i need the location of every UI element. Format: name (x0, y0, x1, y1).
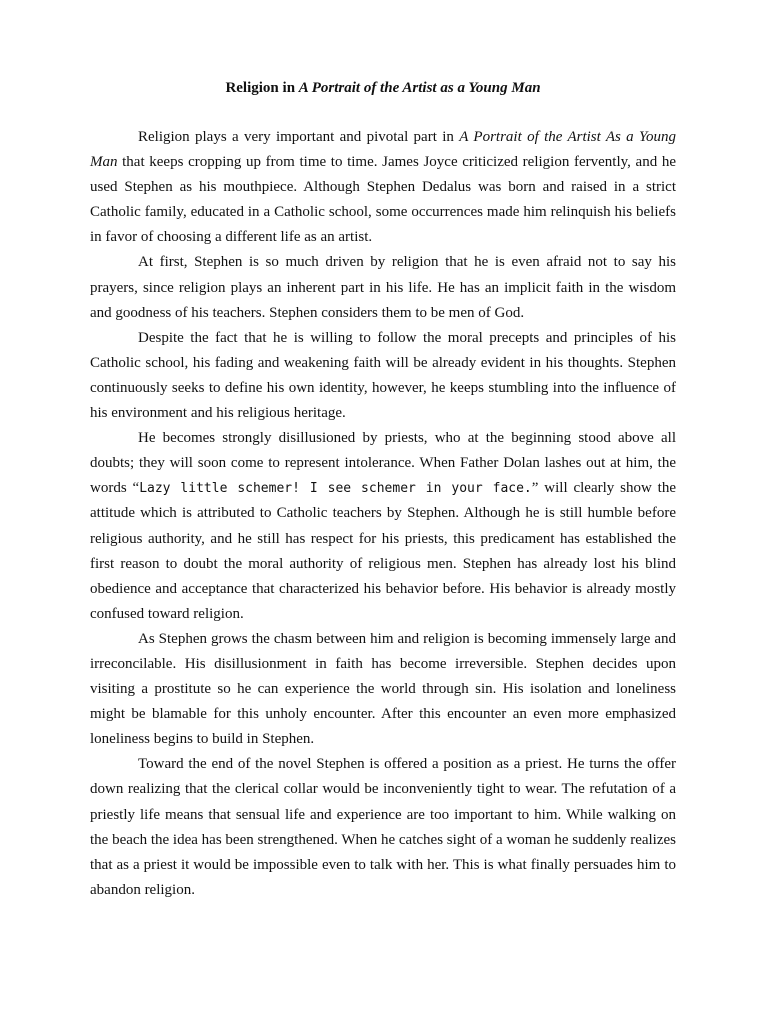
paragraph-4-quote: Lazy little schemer! I see schemer in your face. (139, 481, 532, 497)
document-body (90, 125, 676, 903)
paragraph-3: Despite the fact that he is willing to follow the moral precepts and principles of his Catholic school, his fading and weakening faith will be already evident in his thoughts. Stephen continuously seeks to define his own identity, however, he keeps stumbling into the influence of his environment and his religious heritage. (90, 329, 676, 422)
paragraph-5: As Stephen grows the chasm between him and religion is becoming immensely large and irreconcilable. His disillusionment in faith has become irreversible. Stephen decides upon visiting a prostitute so he can experience the world through sin. His isolation and loneliness might be blamable for this unholy encounter. After this encounter an even more emphasized loneliness begins to build in Stephen. (90, 630, 676, 748)
paragraph-4-text-b: ” will clearly show the attitude which is attributed to Catholic teachers by Stephen. Although he is still humble before religious authority, and he still has respect for his priests, this predicament has established the first reason to doubt the moral authority of religious men. Stephen has already lost his blind obedience and acceptance that characterized his behavior before. His behavior is already mostly confused toward religion. (90, 480, 676, 622)
paragraph-1-book-title: A Portrait of the Artist As a Young Man (90, 129, 676, 171)
paragraph-2: At first, Stephen is so much driven by religion that he is even afraid not to say his prayers, since religion plays an inherent part in his life. He has an implicit faith in the wisdom and goodness of his teachers. Stephen considers them to be men of God. (90, 254, 676, 321)
title-prefix: Religion in (225, 80, 299, 96)
paragraph-1-text-b: that keeps cropping up from time to time. James Joyce criticized religion fervently, and he used Stephen as his mouthpiece. Although Stephen Dedalus was born and raised in a strict Catholic family, educated in a Catholic school, some occurrences made him relinquish his beliefs in favor of choosing a different life as an artist. (90, 154, 676, 246)
paragraph-1 (90, 125, 676, 250)
paragraph-4-text-a: He becomes strongly disillusioned by priests, who at the beginning stood above all doubts; they will soon come to represent intolerance. When Father Dolan lashes out at him, the words “ (90, 430, 676, 497)
document-page (90, 78, 676, 903)
document-title (90, 78, 676, 98)
paragraph-4 (90, 426, 676, 627)
paragraph-6: Toward the end of the novel Stephen is offered a position as a priest. He turns the offer down realizing that the clerical collar would be inconveniently tight to wear. The refutation of a priestly life means that sensual life and experience are too important to him. While walking on the beach the idea has been strengthened. When he catches sight of a woman he suddenly realizes that as a priest it would be impossible even to talk with her. This is what finally persuades him to abandon religion. (90, 756, 676, 898)
title-italic: A Portrait of the Artist as a Young Man (298, 80, 541, 96)
paragraph-1-text-a: Religion plays a very important and pivotal part in (138, 129, 460, 145)
